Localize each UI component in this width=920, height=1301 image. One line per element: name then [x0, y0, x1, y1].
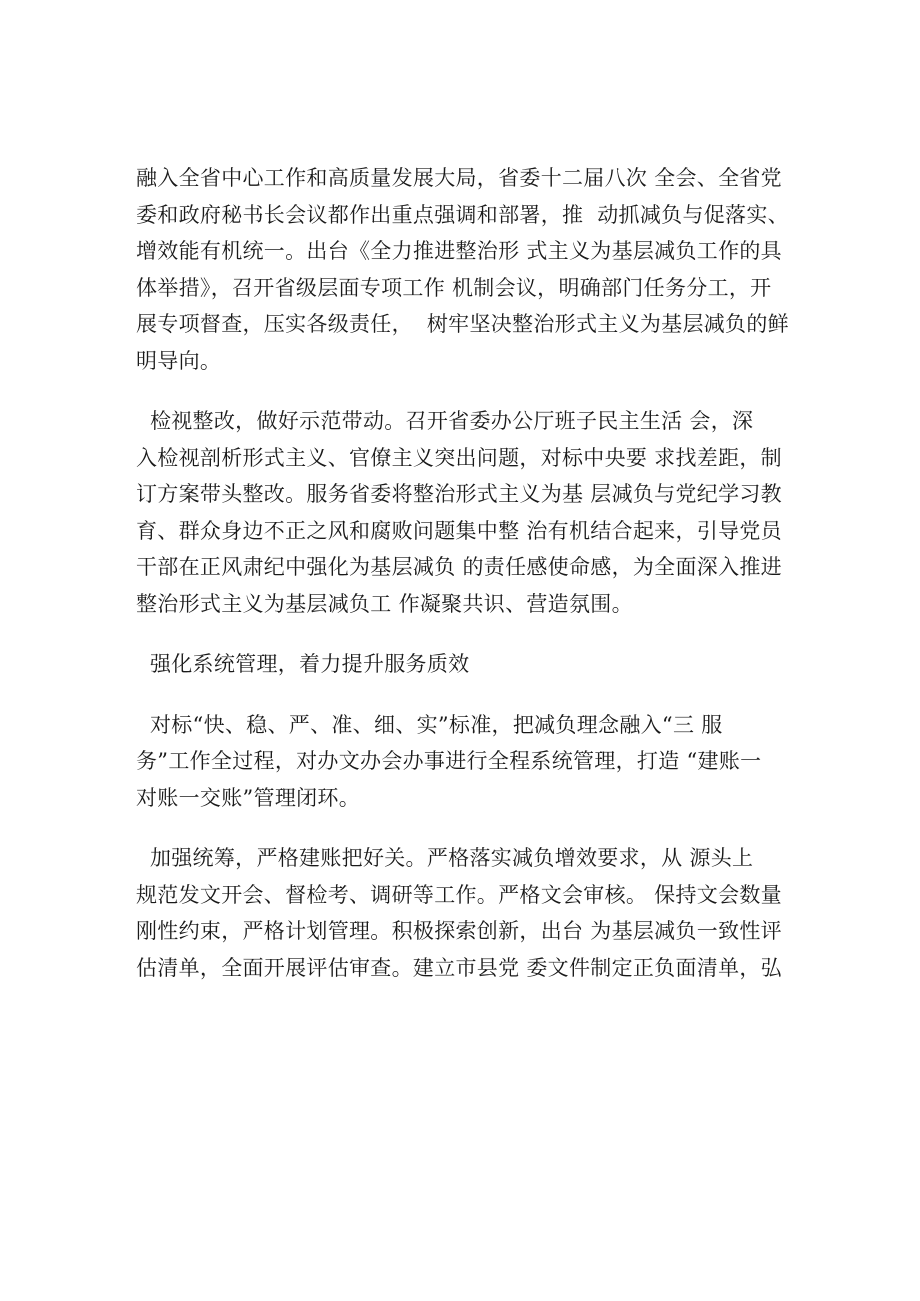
- text-line: 体举措》，召开省级层面专项工作 机制会议，明确部门任务分工，开: [136, 275, 772, 300]
- text-line: 增效能有机统一。出台《全力推进整治形 式主义为基层减负工作的具: [136, 239, 782, 263]
- text-line: 对标“快、稳、严、准、细、实”标准，把减负理念融入“三 服: [136, 712, 723, 737]
- text-line: 展专项督查，压实各级责任， 树牢坚决整治形式主义为基层减负的鲜: [136, 312, 789, 336]
- paragraph-gap: [136, 622, 796, 646]
- paragraph-gap: [136, 379, 796, 403]
- text-line: 务”工作全过程，对办文办会办事进行全程系统管理，打造 “建账一: [136, 749, 762, 773]
- paragraph-gap: [136, 683, 796, 707]
- text-line: 明导向。: [136, 348, 222, 373]
- text-line: 订方案带头整改。服务省委将整治形式主义为基 层减负与党纪学习教: [136, 482, 782, 506]
- section-heading-text: 强化系统管理，着力提升服务质效: [136, 652, 470, 676]
- paragraph-gap: [136, 816, 796, 840]
- document-body: [136, 160, 796, 986]
- text-line: 刚性约束，严格计划管理。积极探索创新，出台 为基层减负一致性评: [136, 919, 782, 943]
- text-line: 融入全省中心工作和高质量发展大局，省委十二届八次 全会、全省党: [136, 166, 782, 190]
- section-heading: [136, 646, 796, 683]
- paragraph-reduce-burden-overview: [136, 160, 796, 379]
- text-line: 入检视剖析形式主义、官僚主义突出问题，对标中央要 求找差距，制: [136, 445, 782, 470]
- text-line: 育、群众身边不正之风和腐败问题集中整 治有机结合起来，引导党员: [136, 518, 782, 543]
- text-line: 估清单，全面开展评估审查。建立市县党 委文件制定正负面清单，弘: [136, 955, 782, 980]
- text-line: 检视整改，做好示范带动。召开省委办公厅班子民主生活 会，深: [136, 409, 754, 433]
- text-line: 加强统筹，严格建账把好关。严格落实减负增效要求，从 源头上: [136, 846, 754, 870]
- text-line: 对账一交账”管理闭环。: [136, 785, 361, 810]
- paragraph-coordination: [136, 840, 796, 986]
- text-line: 规范发文开会、督检考、调研等工作。严格文会审核。 保持文会数量: [136, 882, 782, 907]
- paragraph-standards: [136, 707, 796, 817]
- text-line: 干部在正风肃纪中强化为基层减负 的责任感使命感，为全面深入推进: [136, 555, 782, 579]
- text-line: 整治形式主义为基层减负工 作凝聚共识、营造氛围。: [136, 591, 633, 616]
- paragraph-inspection-rectification: [136, 403, 796, 622]
- text-line: 委和政府秘书长会议都作出重点强调和部署，推 动抓减负与促落实、: [136, 202, 789, 227]
